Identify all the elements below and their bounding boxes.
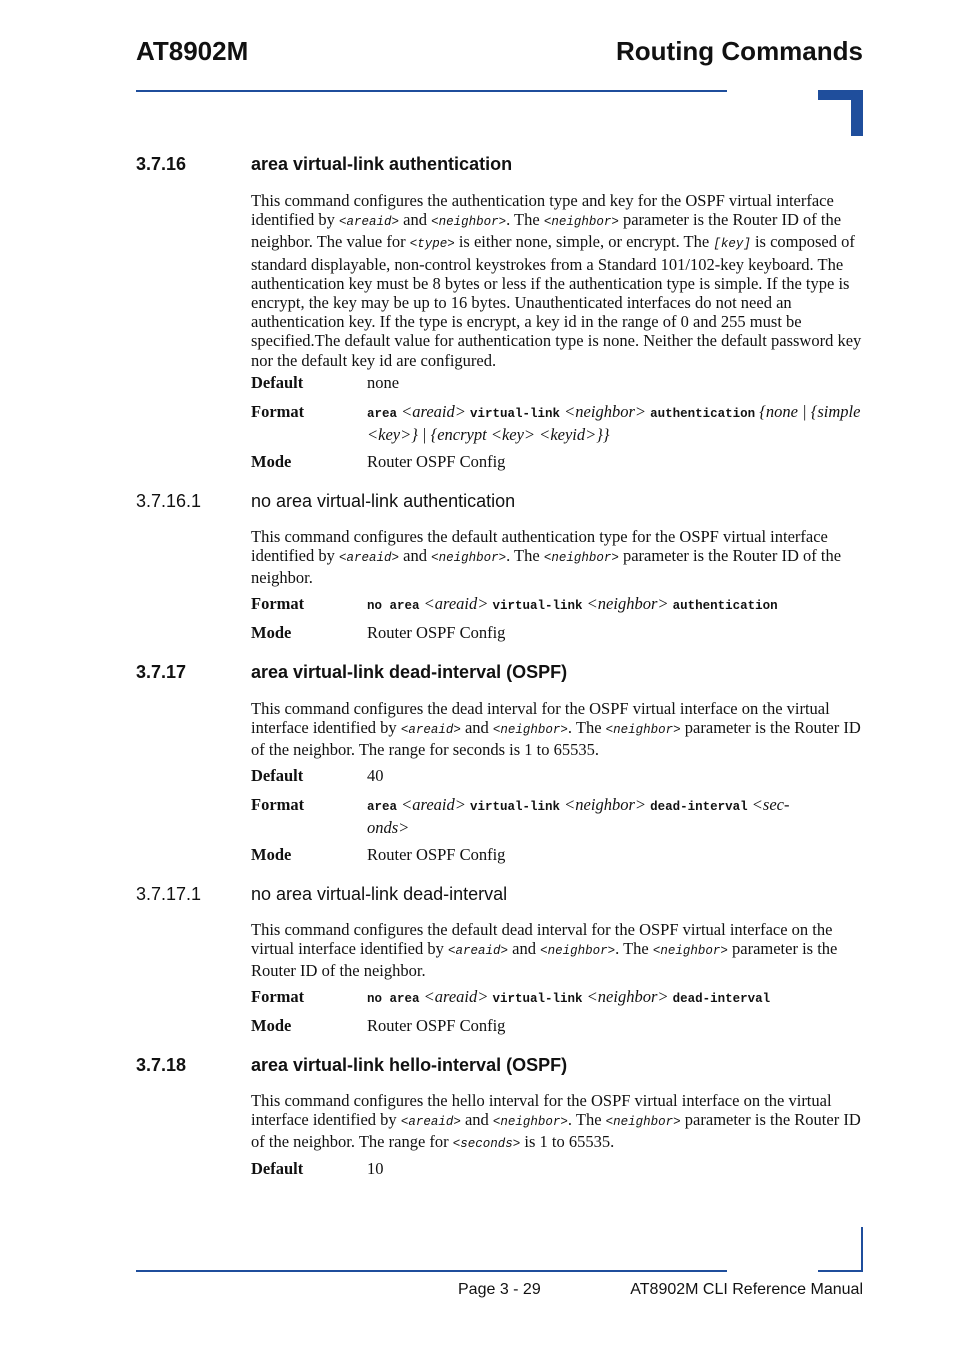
format-syntax: no area <areaid> virtual-link <neighbor> authentication	[367, 594, 778, 613]
format-label: Format	[251, 402, 305, 421]
neighbor-placeholder: <neighbor>	[605, 1115, 681, 1130]
section-number: 3.7.16.1	[136, 491, 202, 511]
default-label: Default	[251, 373, 304, 392]
header-rule	[136, 90, 727, 92]
page-number: Page 3 - 29	[458, 1281, 541, 1298]
footer-rule	[136, 1270, 727, 1272]
neighbor-placeholder: <neighbor>	[540, 944, 616, 959]
neighbor-placeholder: <neighbor>	[543, 551, 619, 566]
section-description: This command configures the dead interval for the OSPF virtual interface on the virtual interface identified by <areaid> and <neighbor>. The <neighbor> parameter is the Router ID of the neighbor. The range for seconds is 1 to 65535.	[251, 699, 861, 760]
key-placeholder: [key]	[713, 237, 751, 252]
default-value: 40	[367, 766, 384, 785]
format-label: Format	[251, 987, 305, 1006]
section-title: area virtual-link dead-interval (OSPF)	[251, 662, 568, 682]
neighbor-placeholder: <neighbor>	[431, 215, 507, 230]
neighbor-placeholder: <neighbor>	[652, 944, 728, 959]
seconds-placeholder: <seconds>	[452, 1137, 521, 1152]
format-syntax: no area <areaid> virtual-link <neighbor> dead-interval	[367, 987, 771, 1006]
areaid-placeholder: <areaid>	[400, 1115, 461, 1130]
section-description: This command configures the default dead interval for the OSPF virtual interface on the virtual interface identified by <areaid> and <neighbor>. The <neighbor> parameter is the Router ID of the neighbor.	[251, 920, 838, 981]
section-title: area virtual-link authentication	[251, 154, 513, 174]
areaid-placeholder: <areaid>	[448, 944, 509, 959]
default-value: 10	[367, 1159, 384, 1178]
neighbor-placeholder: <neighbor>	[543, 215, 619, 230]
section-title: no area virtual-link dead-interval	[251, 884, 508, 904]
neighbor-placeholder: <neighbor>	[431, 551, 507, 566]
format-label: Format	[251, 594, 305, 613]
areaid-placeholder: <areaid>	[338, 551, 399, 566]
manual-title: AT8902M CLI Reference Manual	[630, 1281, 863, 1298]
section-number: 3.7.16	[136, 154, 187, 174]
areaid-placeholder: <areaid>	[338, 215, 399, 230]
section-title: no area virtual-link authentication	[251, 491, 516, 511]
header-product: AT8902M	[136, 36, 249, 66]
section-number: 3.7.17.1	[136, 884, 202, 904]
neighbor-placeholder: <neighbor>	[605, 723, 681, 738]
corner-mark-top-vertical	[851, 90, 863, 136]
default-value: none	[367, 373, 400, 392]
corner-mark-bottom	[818, 1270, 863, 1272]
mode-label: Mode	[251, 845, 292, 864]
mode-value: Router OSPF Config	[367, 452, 506, 471]
default-label: Default	[251, 766, 304, 785]
mode-value: Router OSPF Config	[367, 623, 506, 642]
section-number: 3.7.17	[136, 662, 187, 682]
header-chapter: Routing Commands	[616, 36, 863, 66]
neighbor-placeholder: <neighbor>	[492, 723, 568, 738]
format-label: Format	[251, 795, 305, 814]
neighbor-placeholder: <neighbor>	[492, 1115, 568, 1130]
section-title: area virtual-link hello-interval (OSPF)	[251, 1055, 568, 1075]
section-description: This command configures the default authentication type for the OSPF virtual interface identified by <areaid> and <neighbor>. The <neighbor> parameter is the Router ID of the neighbor.	[251, 527, 842, 588]
mode-label: Mode	[251, 1016, 292, 1035]
areaid-placeholder: <areaid>	[400, 723, 461, 738]
section-description: This command configures the authentication type and key for the OSPF virtual interface identified by <areaid> and <neighbor>. The <neighbor> parameter is the Router ID of the neighbor. The value for <type> is either none, simple, or encrypt. The [key] is composed of standard displayable, non-control keystrokes from a Standard 101/102-key keyboard. The authentication key must be 8 bytes or less if the authentication type is simple. If the type is encrypt, the key may be up to 16 bytes. Unauthenticated interfaces do not need an authentication key. If the type is encrypt, a key id in the range of 0 and 255 must be specified.The default value for authentication type is none. Neither the default password key nor the default key id are configured.	[251, 191, 862, 370]
mode-value: Router OSPF Config	[367, 1016, 506, 1035]
corner-mark-bottom-vertical	[861, 1227, 863, 1272]
default-label: Default	[251, 1159, 304, 1178]
section-description: This command configures the hello interval for the OSPF virtual interface on the virtual interface identified by <areaid> and <neighbor>. The <neighbor> parameter is the Router ID of the neighbor. The range for <seconds> is 1 to 65535.	[251, 1091, 861, 1152]
format-syntax: area <areaid> virtual-link <neighbor> dead-interval <sec- onds>	[367, 795, 790, 837]
mode-label: Mode	[251, 452, 292, 471]
mode-value: Router OSPF Config	[367, 845, 506, 864]
type-placeholder: <type>	[409, 237, 455, 252]
section-number: 3.7.18	[136, 1055, 187, 1075]
mode-label: Mode	[251, 623, 292, 642]
format-syntax: area <areaid> virtual-link <neighbor> authentication {none | {simple <key>} | {encrypt <key> <keyid>}}	[367, 402, 861, 444]
